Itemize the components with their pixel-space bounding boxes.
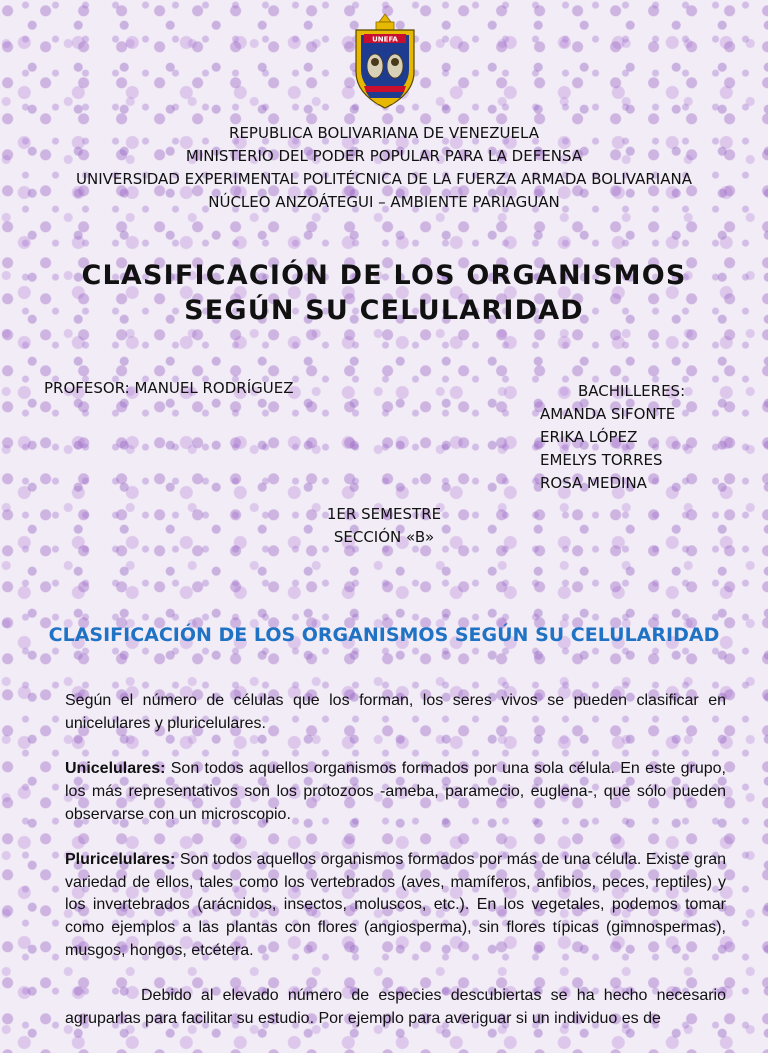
semester-block bbox=[0, 503, 768, 549]
document-title bbox=[0, 258, 768, 328]
multicellular-text: Son todos aquellos organismos formados por más de una célula. Existe gran variedad de ellos, tales como los vertebrados (aves, mamíferos, anfibios, peces, reptiles) y los invertebrados (arácnidos, insectos, moluscos, etc.). En los vegetales, podemos tomar como ejemplos a las plantas con flores (angiosperma), sin flores típicas (gimnospermas), musgos, hongos, etcétera. bbox=[65, 850, 726, 959]
seal-text: UNEFA bbox=[372, 35, 398, 44]
title-line-1: CLASIFICACIÓN DE LOS ORGANISMOS bbox=[81, 260, 687, 291]
student-name: AMANDA SIFONTE bbox=[540, 405, 676, 423]
header-line-country: REPUBLICA BOLIVARIANA DE VENEZUELA bbox=[229, 124, 539, 142]
professor-name: PROFESOR: MANUEL RODRÍGUEZ bbox=[44, 379, 294, 397]
intro-paragraph: Según el número de células que los forman, los seres vivos se pueden clasificar en unicelulares y pluricelulares. bbox=[65, 692, 726, 732]
section-label: SECCIÓN «B» bbox=[333, 528, 435, 546]
header-line-ministry: MINISTERIO DEL PODER POPULAR PARA LA DEFENSA bbox=[185, 147, 583, 165]
semester-label: 1ER SEMESTRE bbox=[326, 505, 442, 523]
unicellular-text: Son todos aquellos organismos formados por una sola célula. En este grupo, los más representativos son los protozoos -ameba, paramecio, euglena-, que sólo pueden observarse con un microscopio. bbox=[65, 760, 726, 823]
header-line-university: UNIVERSIDAD EXPERIMENTAL POLITÉCNICA DE LA FUERZA ARMADA BOLIVARIANA bbox=[76, 170, 692, 188]
multicellular-label: Pluricelulares: bbox=[65, 850, 176, 868]
student-name: ROSA MEDINA bbox=[540, 474, 647, 492]
unicellular-label: Unicelulares: bbox=[65, 760, 166, 778]
unefa-seal-logo bbox=[350, 12, 420, 112]
title-line-2: SEGÚN SU CELULARIDAD bbox=[184, 295, 584, 326]
institution-header bbox=[0, 122, 768, 214]
body-text bbox=[65, 690, 726, 1053]
student-name: ERIKA LÓPEZ bbox=[540, 428, 638, 446]
header-line-campus: NÚCLEO ANZOÁTEGUI – AMBIENTE PARIAGUAN bbox=[208, 193, 560, 211]
multicellular-paragraph bbox=[65, 849, 726, 963]
students-block bbox=[540, 380, 685, 495]
students-heading: BACHILLERES: bbox=[578, 382, 686, 400]
student-name: EMELYS TORRES bbox=[540, 451, 663, 469]
section-heading: CLASIFICACIÓN DE LOS ORGANISMOS SEGÚN SU CELULARIDAD bbox=[48, 624, 720, 646]
closing-paragraph: Debido al elevado número de especies descubiertas se ha hecho necesario agruparlas para facilitar su estudio. Por ejemplo para averiguar si un individuo es de bbox=[65, 987, 726, 1027]
unicellular-paragraph bbox=[65, 758, 726, 826]
